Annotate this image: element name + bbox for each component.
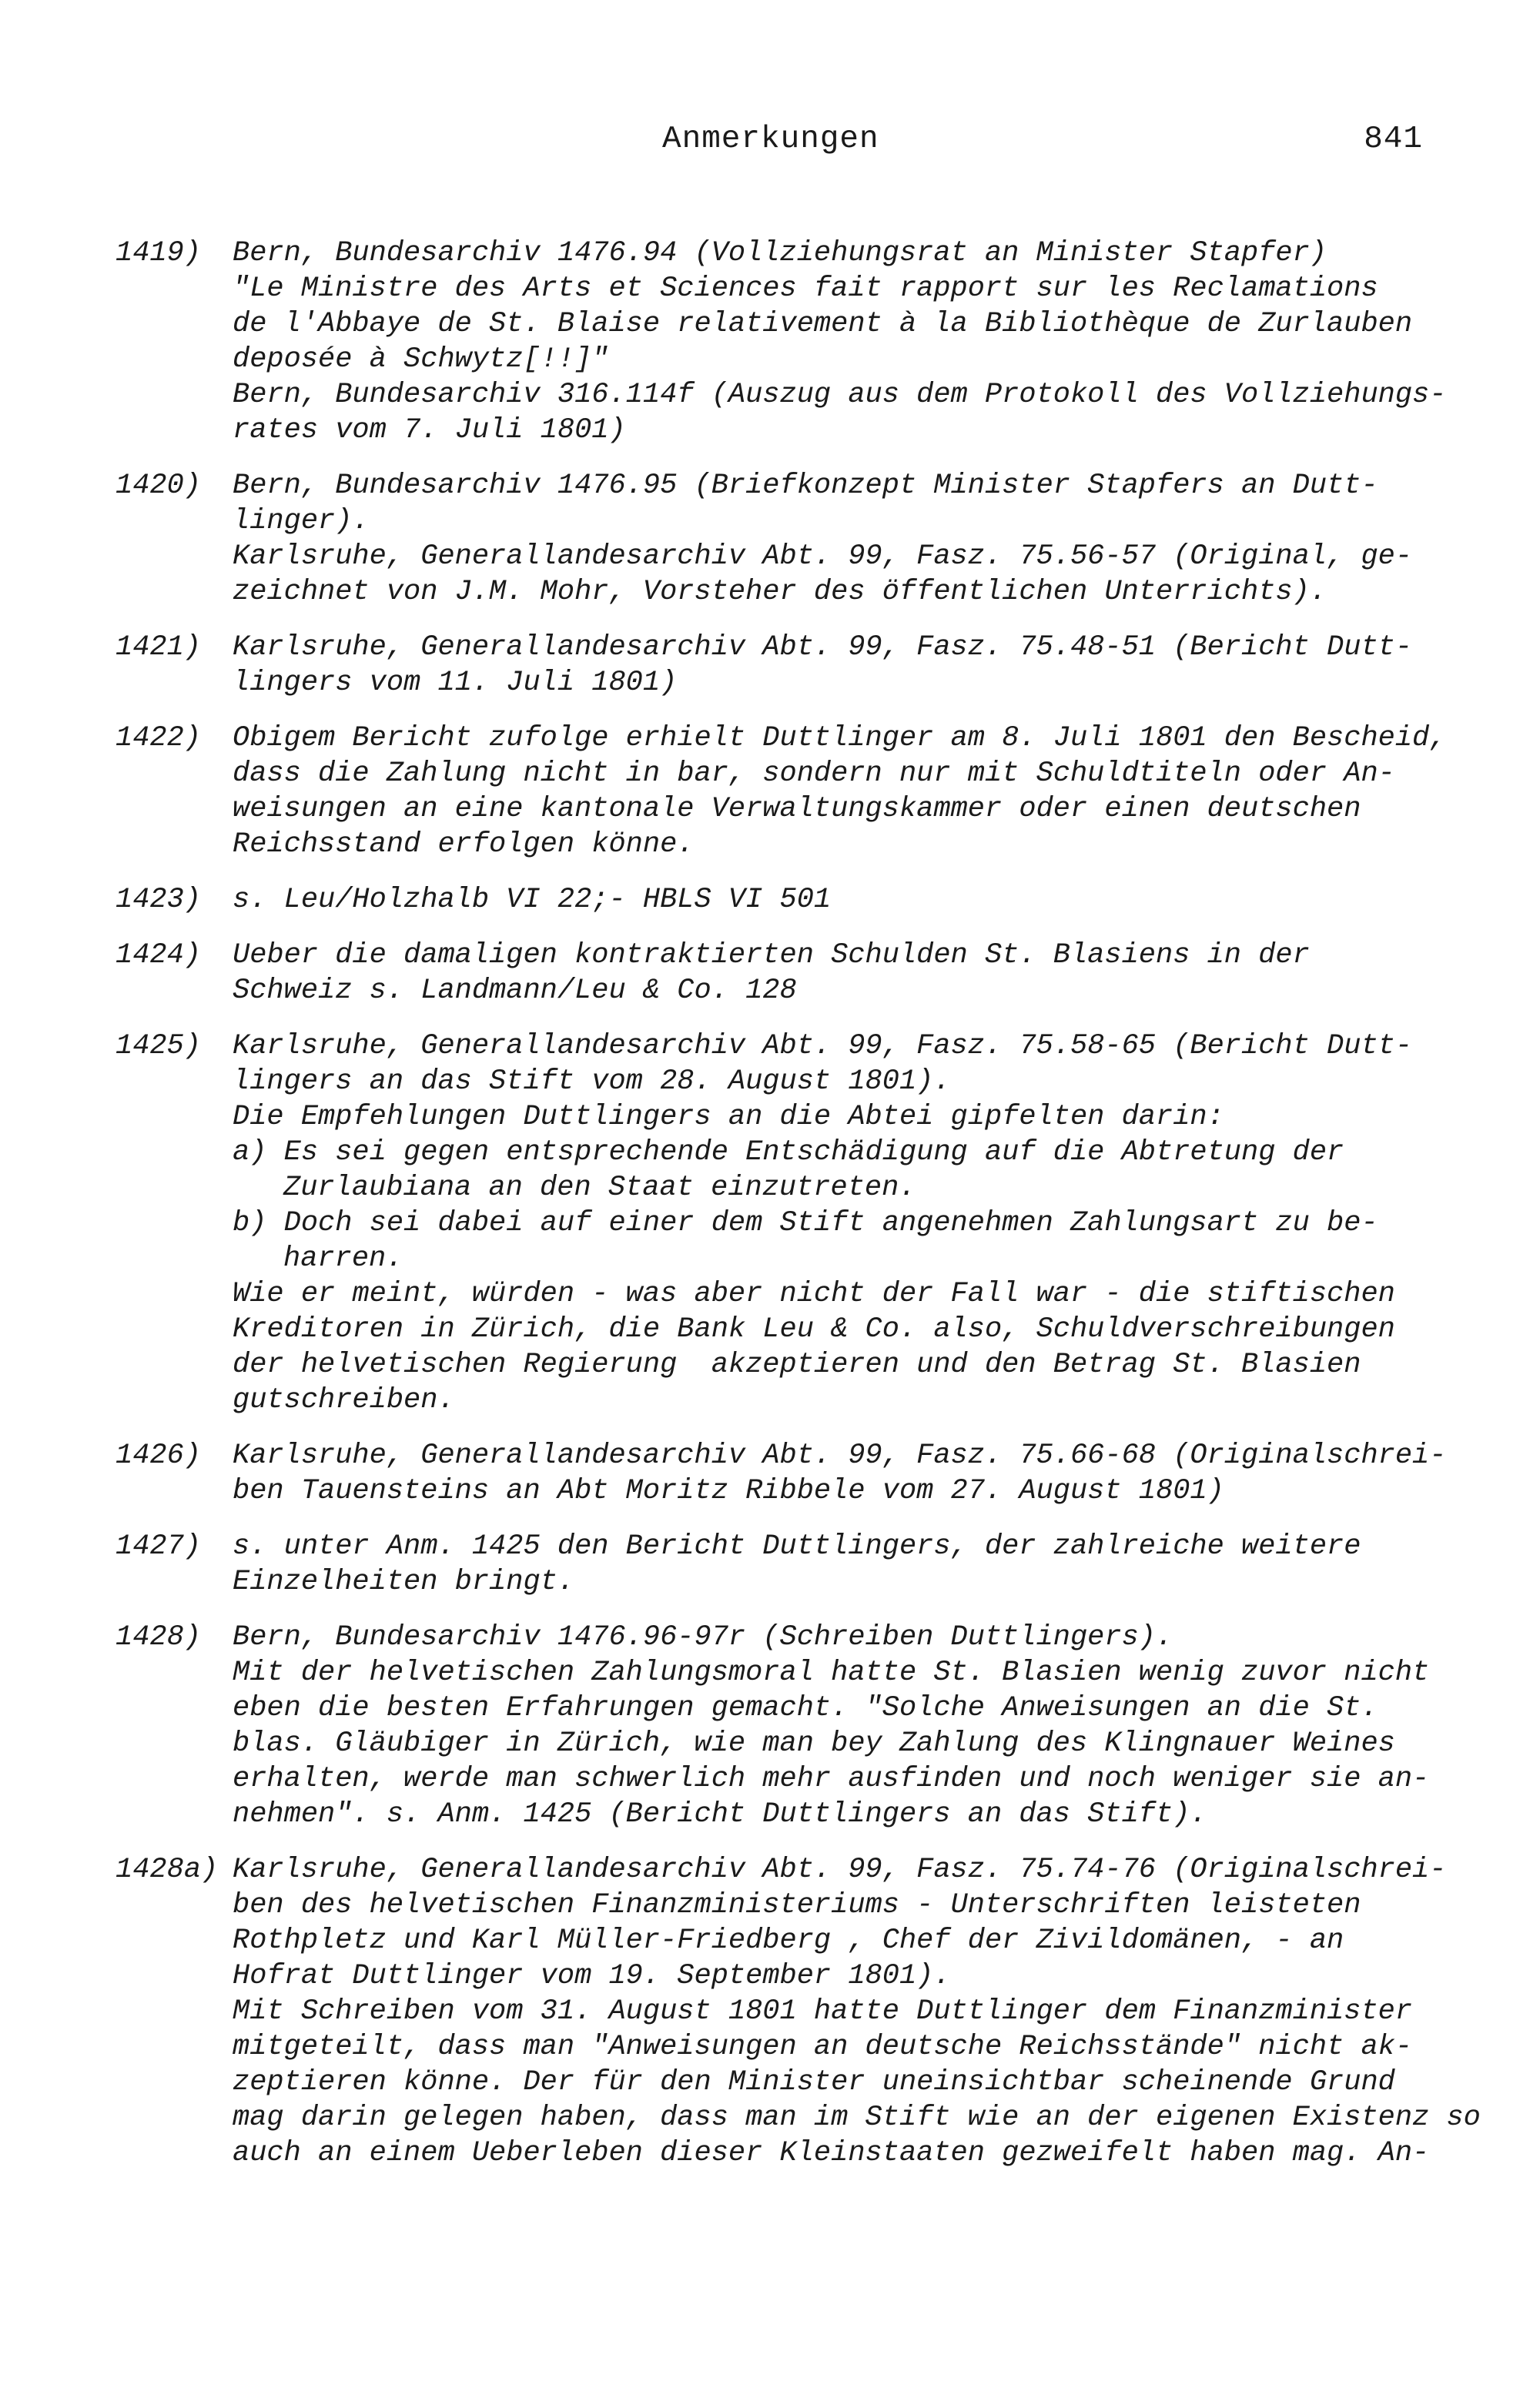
note-spacer	[116, 448, 1471, 468]
footnote-line: s. Leu/Holzhalb VI 22;- HBLS VI 501	[233, 884, 832, 916]
footnote-line: Reichsstand erfolgen könne.	[233, 828, 695, 861]
footnote-line: weisungen an eine kantonale Verwaltungskammer oder einen deutschen	[233, 793, 1361, 825]
footnote-line: Zurlaubiana an den Staat einzutreten.	[283, 1172, 916, 1204]
footnote-body	[233, 1620, 1471, 1832]
footnote-line: Rothpletz und Karl Müller-Friedberg , Chef der Zivildomänen, - an	[233, 1925, 1344, 1957]
footnote	[116, 721, 1471, 862]
footnote-line: Mit der helvetischen Zahlungsmoral hatte St. Blasien wenig zuvor nicht	[233, 1657, 1430, 1689]
footnote	[116, 236, 1471, 448]
footnote	[116, 1438, 1471, 1509]
footnote-number: 1428)	[116, 1621, 202, 1654]
footnote-line: mitgeteilt, dass man "Anweisungen an deutsche Reichsstände" nicht ak-	[233, 2031, 1413, 2063]
footnote-body	[233, 1852, 1481, 2171]
footnote-line: Bern, Bundesarchiv 316.114f (Auszug aus dem Protokoll des Vollziehungs-	[233, 379, 1447, 411]
footnote-line: rates vom 7. Juli 1801)	[233, 414, 626, 446]
note-spacer	[116, 1832, 1471, 1852]
footnote-line: b) Doch sei dabei auf einer dem Stift angenehmen Zahlungsart zu be-	[233, 1207, 1378, 1239]
footnote-line: ben Tauensteins an Abt Moritz Ribbele vom 27. August 1801)	[233, 1475, 1224, 1507]
footnote-line: der helvetischen Regierung akzeptieren und den Betrag St. Blasien	[233, 1349, 1361, 1381]
footnote	[116, 468, 1471, 610]
footnote-line: Karlsruhe, Generallandesarchiv Abt. 99, Fasz. 75.56-57 (Original, ge-	[233, 540, 1413, 573]
footnote-line: Karlsruhe, Generallandesarchiv Abt. 99, Fasz. 75.74-76 (Originalschrei-	[233, 1854, 1447, 1886]
footnote-number: 1428a)	[116, 1854, 219, 1886]
footnote-body	[233, 236, 1471, 448]
note-spacer	[116, 610, 1471, 630]
footnote-body	[233, 1529, 1471, 1600]
footnote-line: blas. Gläubiger in Zürich, wie man bey Zahlung des Klingnauer Weines	[233, 1727, 1395, 1760]
footnote-line: Ueber die damaligen kontraktierten Schulden St. Blasiens in der	[233, 939, 1310, 972]
note-spacer	[116, 1600, 1471, 1620]
footnote-line: Bern, Bundesarchiv 1476.94 (Vollziehungsrat an Minister Stapfer)	[233, 237, 1327, 269]
note-spacer	[116, 862, 1471, 882]
footnote-line: Karlsruhe, Generallandesarchiv Abt. 99, Fasz. 75.66-68 (Originalschrei-	[233, 1440, 1447, 1472]
footnote-number: 1420)	[116, 470, 202, 502]
footnote-line: deposée à Schwytz[!!]"	[233, 343, 609, 376]
footnote-number: 1421)	[116, 631, 202, 664]
running-title: Anmerkungen	[662, 122, 879, 157]
note-spacer	[116, 1008, 1471, 1028]
footnote-line: zeichnet von J.M. Mohr, Vorsteher des öffentlichen Unterrichts).	[233, 576, 1327, 608]
footnote-line: Wie er meint, würden - was aber nicht der Fall war - die stiftischen	[233, 1278, 1395, 1310]
note-spacer	[116, 918, 1471, 938]
footnote-line: Bern, Bundesarchiv 1476.95 (Briefkonzept Minister Stapfers an Dutt-	[233, 470, 1378, 502]
footnote	[116, 1028, 1471, 1418]
footnote-line: ben des helvetischen Finanzministeriums - Unterschriften leisteten	[233, 1889, 1361, 1921]
footnote-line: auch an einem Ueberleben dieser Kleinstaaten gezweifelt haben mag. An-	[233, 2137, 1430, 2169]
footnote-body	[233, 938, 1471, 1008]
footnote-line: Hofrat Duttlinger vom 19. September 1801).	[233, 1960, 951, 1992]
footnote-line: nehmen". s. Anm. 1425 (Bericht Duttlingers an das Stift).	[233, 1798, 1207, 1831]
footnote-body	[233, 1438, 1471, 1509]
footnote-line: Karlsruhe, Generallandesarchiv Abt. 99, Fasz. 75.48-51 (Bericht Dutt-	[233, 631, 1413, 664]
footnote-line: eben die besten Erfahrungen gemacht. "Solche Anweisungen an die St.	[233, 1692, 1378, 1724]
footnote-body	[233, 468, 1471, 610]
notes-list	[116, 236, 1481, 2171]
note-spacer	[116, 1418, 1471, 1438]
footnote-number: 1422)	[116, 722, 202, 754]
footnote-line: linger).	[233, 505, 370, 537]
footnote-line: Einzelheiten bringt.	[233, 1566, 575, 1598]
footnote-line: Bern, Bundesarchiv 1476.96-97r (Schreiben Duttlingers).	[233, 1621, 1173, 1654]
footnote-line: Mit Schreiben vom 31. August 1801 hatte Duttlinger dem Finanzminister	[233, 1995, 1413, 2028]
footnote-line: mag darin gelegen haben, dass man im Stift wie an der eigenen Existenz so	[233, 2102, 1481, 2134]
footnote-line: harren.	[283, 1242, 403, 1275]
footnote	[116, 1852, 1481, 2171]
footnote-line: de l'Abbaye de St. Blaise relativement à la Bibliothèque de Zurlauben	[233, 308, 1413, 340]
footnote-number: 1427)	[116, 1530, 202, 1563]
footnote	[116, 1529, 1471, 1600]
footnote	[116, 1620, 1471, 1832]
footnote-body	[233, 630, 1471, 701]
footnote-line: zeptieren könne. Der für den Minister uneinsichtbar scheinende Grund	[233, 2066, 1395, 2099]
footnote-line: Kreditoren in Zürich, die Bank Leu & Co. also, Schuldverschreibungen	[233, 1313, 1395, 1346]
footnote-line: Karlsruhe, Generallandesarchiv Abt. 99, Fasz. 75.58-65 (Bericht Dutt-	[233, 1030, 1413, 1062]
footnote-line: lingers an das Stift vom 28. August 1801).	[233, 1065, 951, 1098]
footnote-number: 1419)	[116, 237, 202, 269]
footnote-number: 1425)	[116, 1030, 202, 1062]
footnote-body	[233, 721, 1471, 862]
footnote	[116, 630, 1471, 701]
footnote	[116, 938, 1471, 1008]
footnote-line: "Le Ministre des Arts et Sciences fait rapport sur les Reclamations	[233, 273, 1378, 305]
footnote	[116, 882, 1471, 918]
page-header	[231, 122, 1423, 160]
footnote-line: a) Es sei gegen entsprechende Entschädigung auf die Abtretung der	[233, 1136, 1344, 1169]
footnote-line: lingers vom 11. Juli 1801)	[233, 667, 678, 699]
footnote-line: Obigem Bericht zufolge erhielt Duttlinger am 8. Juli 1801 den Bescheid,	[233, 722, 1447, 754]
page-number: 841	[1364, 122, 1423, 157]
footnote-line: gutschreiben.	[233, 1384, 455, 1416]
footnote-body	[233, 1028, 1471, 1418]
footnote-number: 1426)	[116, 1440, 202, 1472]
footnote-line: dass die Zahlung nicht in bar, sondern nur mit Schuldtiteln oder An-	[233, 758, 1395, 790]
footnote-line: Schweiz s. Landmann/Leu & Co. 128	[233, 975, 797, 1007]
note-spacer	[116, 701, 1471, 721]
footnote-line: Die Empfehlungen Duttlingers an die Abtei gipfelten darin:	[233, 1101, 1224, 1133]
footnote-number: 1423)	[116, 884, 202, 916]
footnote-line: s. unter Anm. 1425 den Bericht Duttlingers, der zahlreiche weitere	[233, 1530, 1361, 1563]
footnote-line: erhalten, werde man schwerlich mehr ausfinden und noch weniger sie an-	[233, 1763, 1430, 1795]
footnote-body	[233, 882, 1471, 918]
footnote-number: 1424)	[116, 939, 202, 972]
note-spacer	[116, 1509, 1471, 1529]
